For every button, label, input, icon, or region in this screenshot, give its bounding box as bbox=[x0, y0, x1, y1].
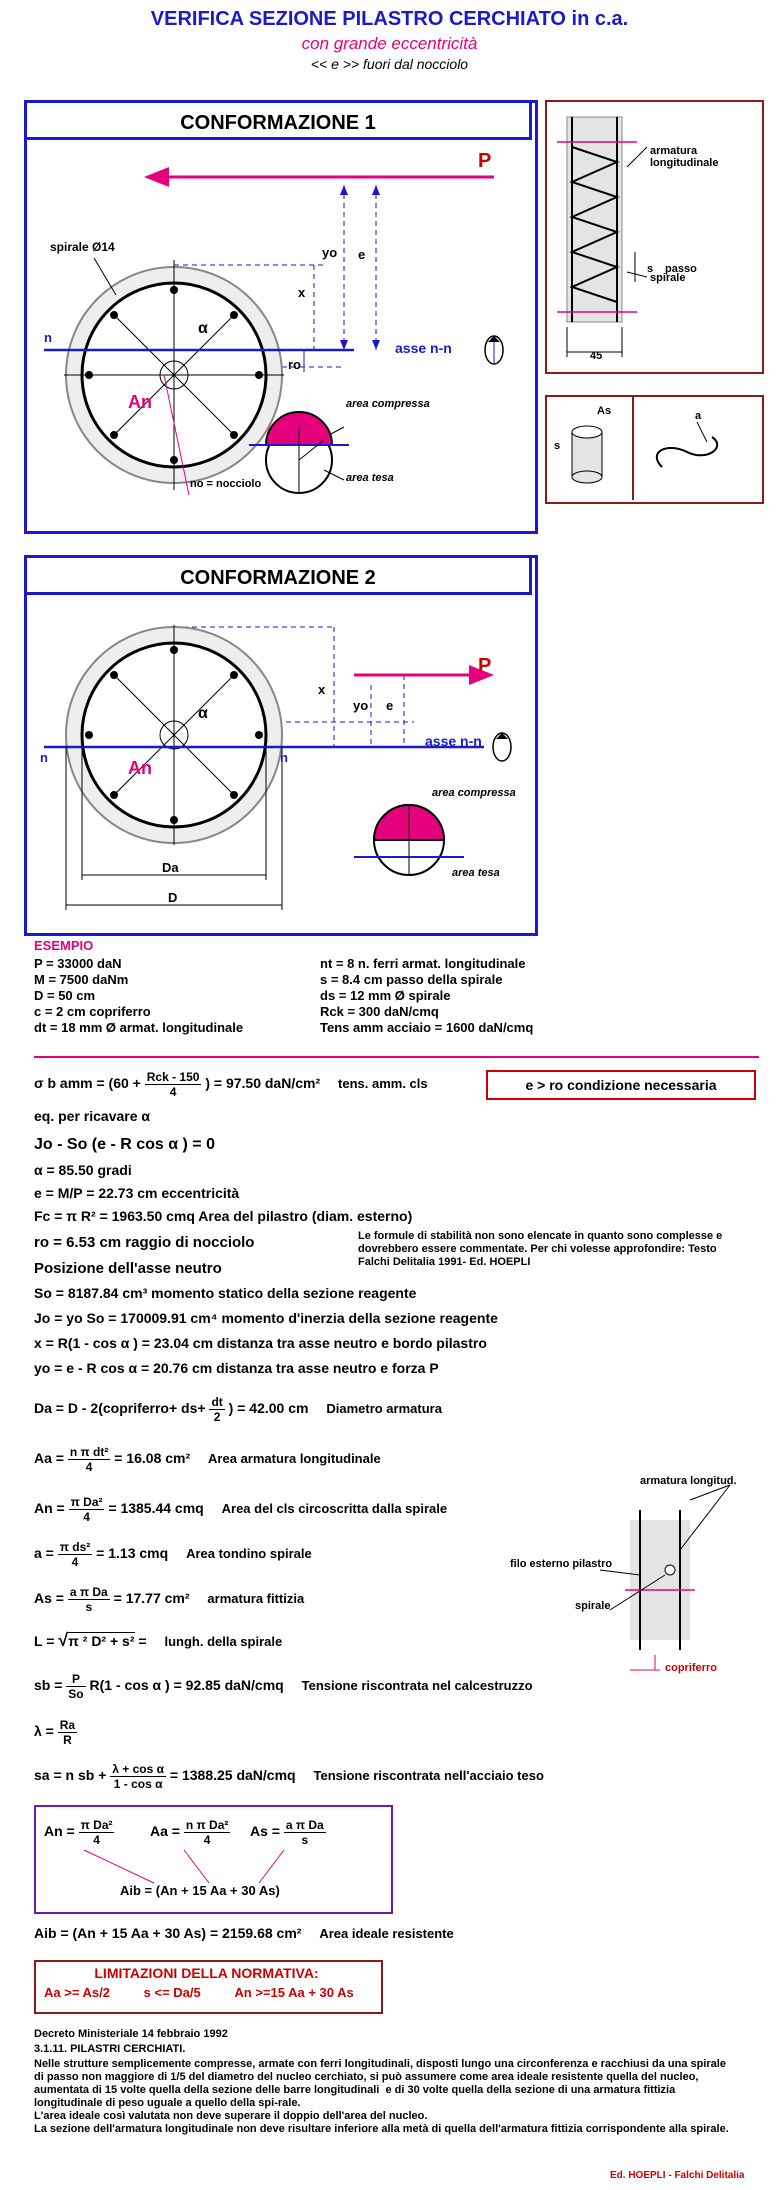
conformazione-1-diagram bbox=[24, 140, 532, 530]
box-as-den: s bbox=[301, 1833, 309, 1847]
example-item: nt = 8 n. ferri armat. longitudinale bbox=[320, 956, 526, 971]
box-as-formula: As = bbox=[250, 1823, 280, 1840]
yo-label: yo bbox=[322, 245, 338, 260]
a-desc: Area tondino spirale bbox=[186, 1546, 312, 1562]
so-line: So = 8187.84 cm³ momento statico della sezione reagente bbox=[34, 1285, 417, 1301]
an-num: π Da² bbox=[70, 1495, 103, 1509]
a-formula: a = bbox=[34, 1545, 54, 1562]
da-fraction bbox=[209, 1395, 224, 1424]
conformazione-2-heading: CONFORMAZIONE 2 bbox=[24, 555, 532, 595]
da-num: dt bbox=[211, 1395, 223, 1409]
sigma-num: Rck - 150 bbox=[146, 1070, 200, 1084]
as-line bbox=[34, 1585, 304, 1614]
n-label-left: n bbox=[44, 330, 52, 345]
compressed-area-label-2: area compressa bbox=[432, 787, 516, 799]
s2-label: s bbox=[554, 440, 561, 452]
an-den: 4 bbox=[83, 1510, 90, 1524]
an-formula: An = bbox=[34, 1500, 65, 1517]
a-label: a bbox=[695, 410, 702, 422]
a-den: 4 bbox=[71, 1555, 79, 1569]
a-result: = 1.13 cmq bbox=[96, 1545, 169, 1562]
box-aa-den: 4 bbox=[203, 1833, 211, 1847]
da-den: 2 bbox=[213, 1410, 221, 1424]
aib-line bbox=[34, 1925, 454, 1941]
sqrt-symbol: √ bbox=[58, 1630, 69, 1650]
lambda-den: R bbox=[63, 1733, 72, 1747]
detail-copriferro-label: copriferro bbox=[665, 1662, 717, 1674]
an-label: An bbox=[128, 392, 152, 412]
eq-line: eq. per ricavare α bbox=[34, 1108, 151, 1124]
example-item: M = 7500 daNm bbox=[34, 972, 129, 987]
da-label: Da bbox=[162, 860, 179, 875]
box-as-num: a π Da bbox=[285, 1818, 324, 1832]
aa-fraction bbox=[68, 1445, 111, 1474]
aa-den: 4 bbox=[85, 1460, 93, 1474]
limit-item: Aa >= As/2 bbox=[44, 1985, 111, 2000]
example-divider bbox=[34, 1056, 759, 1058]
page-title: VERIFICA SEZIONE PILASTRO CERCHIATO in c.a. bbox=[150, 8, 629, 30]
an-label-2: An bbox=[128, 758, 152, 778]
alpha-label-2: α bbox=[198, 705, 208, 722]
sb-fraction bbox=[66, 1672, 85, 1701]
l-result: = bbox=[138, 1633, 147, 1649]
da-desc: Diametro armatura bbox=[326, 1401, 442, 1417]
limit-item: An >=15 Aa + 30 As bbox=[234, 1985, 354, 2000]
example-heading: ESEMPIO bbox=[34, 938, 94, 953]
condition-box: e > ro condizione necessaria bbox=[486, 1070, 756, 1100]
an-line bbox=[34, 1495, 447, 1524]
l-line bbox=[34, 1630, 282, 1651]
example-left-list bbox=[34, 956, 324, 1036]
limits-heading: LIMITAZIONI DELLA NORMATIVA: bbox=[94, 1965, 319, 1981]
aa-num: n π dt² bbox=[69, 1445, 109, 1459]
lambda-line bbox=[34, 1718, 77, 1747]
tension-area-label: area tesa bbox=[346, 472, 394, 484]
sb-formula: sb = bbox=[34, 1677, 63, 1694]
axis-label-2: asse n-n bbox=[425, 733, 482, 749]
yo-line: yo = e - R cos α = 20.76 cm distanza tra asse neutro e forza P bbox=[34, 1360, 439, 1376]
compressed-area-label: area compressa bbox=[346, 398, 430, 410]
detail-spirale-label: spirale bbox=[575, 1600, 611, 1612]
bar-section-diagram bbox=[547, 397, 758, 498]
x-label-2: x bbox=[318, 682, 326, 697]
ro-line: ro = 6.53 cm raggio di nocciolo bbox=[34, 1234, 255, 1251]
l-formula: L = bbox=[34, 1633, 55, 1649]
lambda-num: Ra bbox=[59, 1718, 76, 1732]
aa-result: = 16.08 cm² bbox=[114, 1450, 191, 1467]
sigma-fraction bbox=[145, 1070, 202, 1099]
axis-label: asse n-n bbox=[395, 340, 452, 356]
longitudinal-bar-label: armatura longitudinale bbox=[650, 145, 719, 169]
aa-formula: Aa = bbox=[34, 1450, 64, 1467]
sb-num: P bbox=[66, 1672, 85, 1687]
example-item: dt = 18 mm Ø armat. longitudinale bbox=[34, 1020, 244, 1035]
aa-line bbox=[34, 1445, 381, 1474]
decree-body: Nelle strutture semplicemente compresse, armate con ferri longitudinali, disposti lungo una circonferenza e racchiusi da una spirale di passo non maggiore di 1/5 del diametro del nucleo cerchiato, si può assumere come area ideale resistente quella del nucleo, aumentata di 15 volte quella della sezione delle barre longitudinali e di 30 volte quella della sezione di una armatura fittizia longitudinale di peso uguale a quello della spi-rale. L'area ideale così valutata non deve superare il doppio dell'area del nucleo. La sezione dell'armatura longitudinale non deve risultare inferiore alla metà di quella dell'armatura fittizia corrispondente alla spirale. bbox=[34, 2058, 729, 2135]
e-label-2: e bbox=[386, 698, 394, 713]
d-label: D bbox=[168, 890, 178, 905]
an-result: = 1385.44 cmq bbox=[108, 1500, 204, 1517]
n-label-right-2: n bbox=[280, 750, 288, 765]
example-item: Rck = 300 daN/cmq bbox=[320, 1004, 439, 1019]
limits-row bbox=[44, 1985, 374, 2000]
l-desc: lungh. della spirale bbox=[164, 1634, 283, 1649]
lambda-fraction bbox=[58, 1718, 77, 1747]
core-label: no = nocciolo bbox=[190, 478, 262, 490]
example-item: s = 8.4 cm passo della spirale bbox=[320, 972, 503, 987]
e-line: e = M/P = 22.73 cm eccentricità bbox=[34, 1185, 240, 1201]
as-fraction bbox=[68, 1585, 110, 1614]
box-aa-num: n π Da² bbox=[185, 1818, 229, 1832]
pitch-label: passo bbox=[665, 263, 697, 275]
ro-label: ro bbox=[288, 357, 301, 372]
conformazione-1-heading: CONFORMAZIONE 1 bbox=[24, 100, 532, 140]
a-line bbox=[34, 1540, 312, 1569]
sigma-den: 4 bbox=[169, 1085, 177, 1099]
as-num: a π Da bbox=[69, 1585, 108, 1599]
sigma-formula: σ b amm = (60 + bbox=[34, 1075, 141, 1092]
example-item: Tens amm acciaio = 1600 daN/cmq bbox=[320, 1020, 534, 1035]
stability-note: Le formule di stabilità non sono elencate in quanto sono complesse e dovrebbero essere commentate. Per chi volesse approfondire: Testo Falchi Delitalia 1991- Ed. HOEPLI bbox=[358, 1230, 723, 1268]
decree-line-2: 3.1.11. PILASTRI CERCHIATI. bbox=[34, 2043, 186, 2055]
alpha-label: α bbox=[198, 320, 208, 337]
x-line: x = R(1 - cos α ) = 23.04 cm distanza tra asse neutro e bordo pilastro bbox=[34, 1335, 487, 1351]
page-subtitle-2: << e >> fuori dal nocciolo bbox=[310, 56, 469, 72]
x-label: x bbox=[298, 285, 306, 300]
reinforcement-detail-diagram bbox=[547, 102, 758, 368]
aa-desc: Area armatura longitudinale bbox=[208, 1451, 381, 1467]
sa-den: 1 - cos α bbox=[113, 1777, 163, 1791]
box-an-num: π Da² bbox=[80, 1818, 113, 1832]
e-label: e bbox=[358, 247, 366, 262]
da-result: ) = 42.00 cm bbox=[228, 1400, 309, 1417]
example-item: D = 50 cm bbox=[34, 988, 96, 1003]
side-spiral-label: spirale bbox=[650, 272, 686, 284]
sigma-desc: tens. amm. cls bbox=[338, 1076, 428, 1092]
sb-desc: Tensione riscontrata nel calcestruzzo bbox=[301, 1678, 533, 1694]
as-den: s bbox=[85, 1600, 93, 1614]
as-desc: armatura fittizia bbox=[207, 1591, 305, 1607]
footer-credit: Ed. HOEPLI - Falchi Delitalia bbox=[610, 2170, 745, 2181]
sb-den: So bbox=[68, 1687, 84, 1701]
tension-area-label-2: area tesa bbox=[452, 867, 500, 879]
a-fraction bbox=[58, 1540, 93, 1569]
sb-result: R(1 - cos α ) = 92.85 daN/cmq bbox=[89, 1677, 284, 1694]
force-label-2: P bbox=[478, 655, 492, 677]
aib-desc: Area ideale resistente bbox=[319, 1926, 454, 1941]
dim-45-label: 45 bbox=[590, 350, 603, 362]
decree-line-1: Decreto Ministeriale 14 febbraio 1992 bbox=[34, 2028, 228, 2040]
sa-formula: sa = n sb + bbox=[34, 1767, 107, 1784]
as-result: = 17.77 cm² bbox=[113, 1590, 190, 1607]
fc-line: Fc = π R² = 1963.50 cmq Area del pilastro (diam. esterno) bbox=[34, 1208, 413, 1224]
n-label-left-2: n bbox=[40, 750, 48, 765]
sigma-line bbox=[34, 1070, 428, 1099]
force-label: P bbox=[478, 150, 492, 172]
da-line bbox=[34, 1395, 442, 1424]
sb-line bbox=[34, 1672, 533, 1701]
box-aa-formula: Aa = bbox=[150, 1823, 180, 1840]
limit-item: s <= Da/5 bbox=[143, 1985, 201, 2000]
example-item: ds = 12 mm Ø spirale bbox=[320, 988, 451, 1003]
example-right-list bbox=[320, 956, 750, 1036]
sa-result: = 1388.25 daN/cmq bbox=[169, 1767, 296, 1784]
sa-num: λ + cos α bbox=[112, 1762, 165, 1776]
an-desc: Area del cls circoscritta dalla spirale bbox=[221, 1501, 448, 1517]
a-num: π ds² bbox=[59, 1540, 91, 1554]
alpha-line: α = 85.50 gradi bbox=[34, 1162, 132, 1178]
conformazione-2-diagram bbox=[24, 595, 532, 930]
detail-armatura-label: armatura longitud. bbox=[640, 1475, 737, 1487]
sa-desc: Tensione riscontrata nell'acciaio teso bbox=[313, 1768, 544, 1784]
sigma-result: ) = 97.50 daN/cm² bbox=[205, 1075, 321, 1092]
da-formula: Da = D - 2(copriferro+ ds+ bbox=[34, 1400, 206, 1417]
an-fraction bbox=[69, 1495, 105, 1524]
posizione-line: Posizione dell'asse neutro bbox=[34, 1260, 222, 1277]
example-item: c = 2 cm copriferro bbox=[34, 1004, 151, 1019]
sa-line bbox=[34, 1762, 544, 1791]
pitch-s-label: s bbox=[647, 263, 654, 275]
cover-detail-diagram bbox=[500, 1480, 750, 1680]
as-label: As bbox=[597, 405, 612, 417]
box-an-formula: An = bbox=[44, 1823, 75, 1840]
as-formula: As = bbox=[34, 1590, 64, 1607]
yo-label-2: yo bbox=[353, 698, 369, 713]
aib-text: Aib = (An + 15 Aa + 30 As) = 2159.68 cm² bbox=[34, 1925, 302, 1941]
box-an-den: 4 bbox=[93, 1833, 100, 1847]
example-item: P = 33000 daN bbox=[34, 956, 122, 971]
lambda-formula: λ = bbox=[34, 1723, 54, 1740]
box-aib: Aib = (An + 15 Aa + 30 As) bbox=[120, 1883, 280, 1898]
spiral-label: spirale Ø14 bbox=[50, 240, 115, 254]
jo-line: Jo - So (e - R cos α ) = 0 bbox=[34, 1136, 215, 1153]
l-radicand: π ² D² + s² bbox=[68, 1633, 135, 1649]
sa-fraction bbox=[110, 1762, 166, 1791]
force-arrow bbox=[144, 167, 169, 187]
page-subtitle: con grande eccentricità bbox=[301, 34, 478, 53]
detail-filo-label: filo esterno pilastro bbox=[510, 1558, 613, 1570]
jo2-line: Jo = yo So = 170009.91 cm⁴ momento d'inerzia della sezione reagente bbox=[34, 1310, 498, 1326]
